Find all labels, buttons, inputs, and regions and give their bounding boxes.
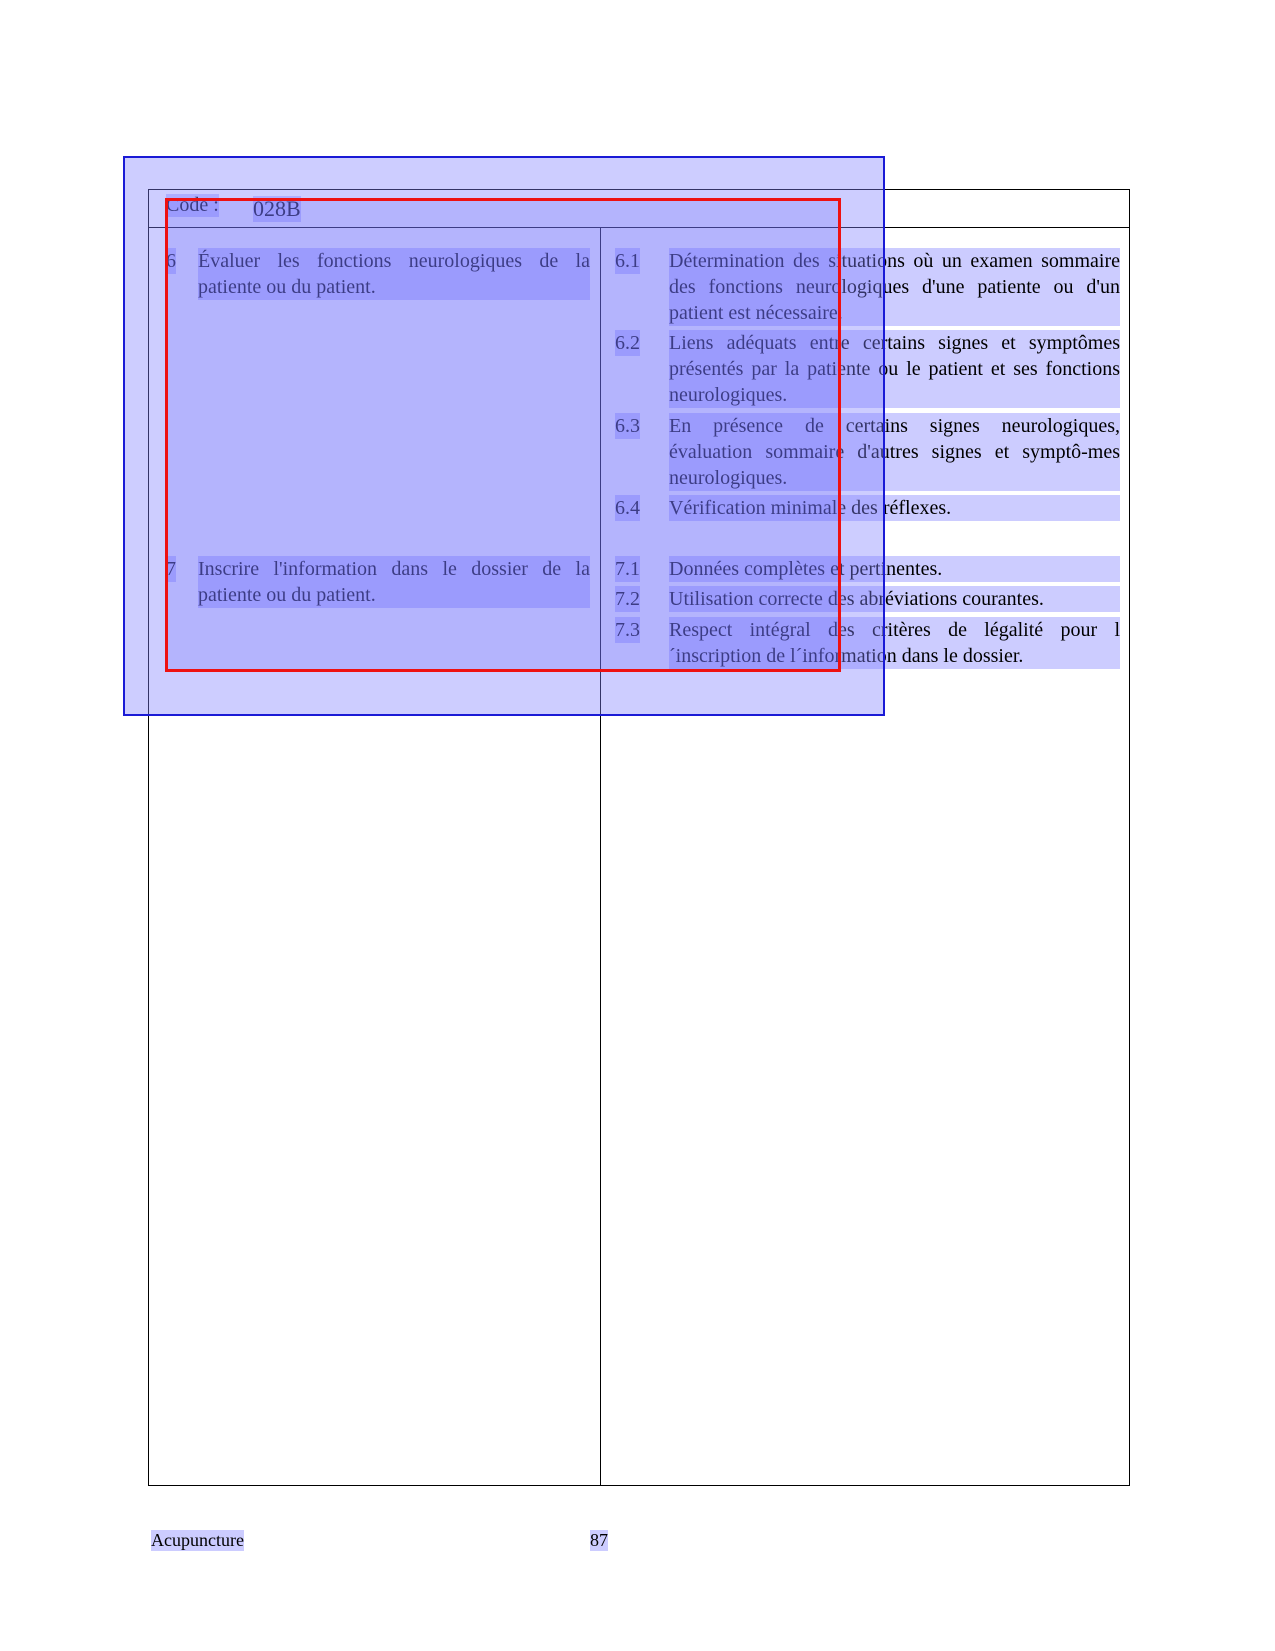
criterion-text: En présence de certains signes neurologiques, évaluation sommaire d'autres signes et symptô-mes neurologiques. <box>669 415 1120 489</box>
criterion-number: 7.3 <box>615 619 640 641</box>
criterion-text: Détermination des situations où un examen sommaire des fonctions neurologiques d'une patiente ou d'un patient est nécessaire. <box>669 250 1120 324</box>
criterion-number: 6.2 <box>615 332 640 354</box>
red-selection-box <box>165 198 841 672</box>
criterion-text: Utilisation correcte des abréviations courantes. <box>669 586 1120 612</box>
criterion-number: 7.1 <box>615 558 640 580</box>
criterion-text: Respect intégral des critères de légalité pour l´inscription de l´information dans le dossier. <box>669 619 1120 667</box>
criterion-number: 7.2 <box>615 588 640 610</box>
footer-program: Acupuncture <box>151 1530 244 1550</box>
criterion-number: 6.3 <box>615 415 640 437</box>
criterion-text: Données complètes et pertinentes. <box>669 556 1120 582</box>
element-number: 6 <box>166 250 176 272</box>
code-value: 028B <box>253 196 301 221</box>
criterion-text: Liens adéquats entre certains signes et symptômes présentés par la patiente ou le patient et ses fonctions neurologiques. <box>669 332 1120 406</box>
element-text: Inscrire l'information dans le dossier de la patiente ou du patient. <box>198 558 590 606</box>
criterion-number: 6.4 <box>615 497 640 519</box>
element-number: 7 <box>166 558 176 580</box>
code-label: Code : <box>166 194 219 216</box>
criterion-number: 6.1 <box>615 250 640 272</box>
element-text: Évaluer les fonctions neurologiques de la patiente ou du patient. <box>198 250 590 298</box>
criterion-text: Vérification minimale des réflexes. <box>669 495 1120 521</box>
footer-page-number: 87 <box>590 1530 608 1550</box>
